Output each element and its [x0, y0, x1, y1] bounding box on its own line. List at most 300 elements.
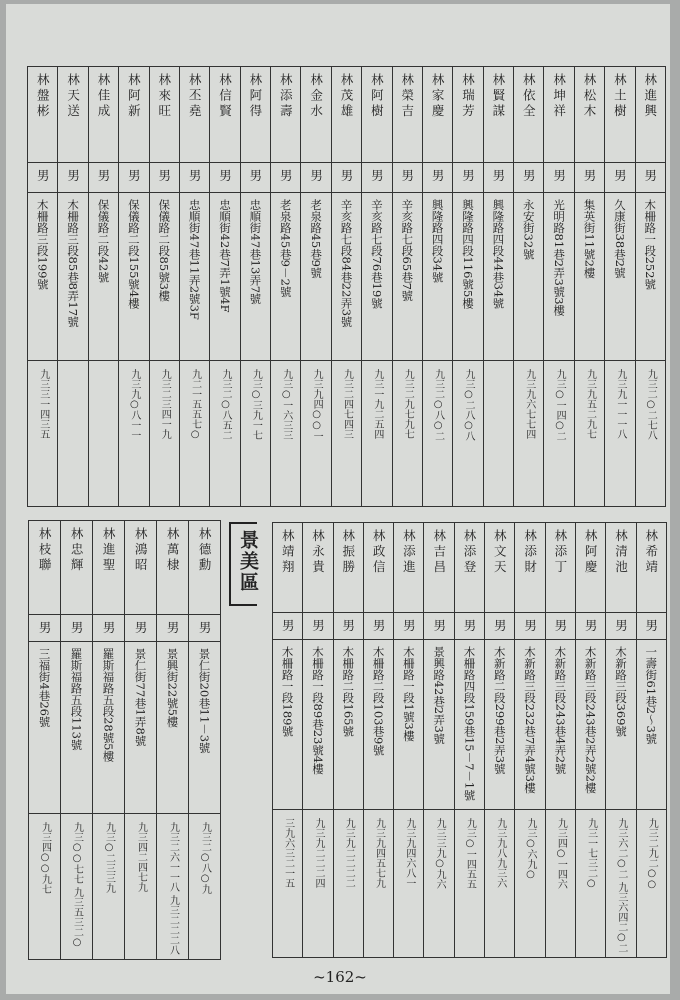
entry-name: 林靖翔	[280, 529, 296, 576]
entry-phone: 三九六三二一五	[282, 817, 294, 888]
entry-cell-address	[29, 641, 61, 813]
entry-cell-name	[189, 521, 221, 615]
entry-address: 興隆路四段34號	[430, 199, 445, 283]
entry-cell-name	[424, 523, 454, 613]
entry-gender: 男	[642, 169, 658, 185]
entry-cell-name	[149, 67, 179, 163]
entry-cell-name	[574, 67, 604, 163]
entry-gender: 男	[552, 619, 568, 635]
entry-cell-name	[29, 521, 61, 615]
entry-phone: 九二一五五七○	[189, 369, 201, 440]
entry-cell-phone	[93, 813, 125, 959]
entry-phone: 九三二○八○九	[199, 821, 211, 894]
entry-cell-gender	[392, 163, 422, 193]
entry-cell-gender	[424, 613, 454, 640]
entry-address: 羅斯福路五段28號5樓	[101, 647, 116, 762]
entry-gender: 男	[217, 169, 233, 185]
entry-cell-gender	[61, 615, 93, 642]
entry-address: 興隆路四段116號5樓	[460, 199, 475, 309]
entry-phone: 九三四○一四六	[555, 817, 567, 889]
entry-address: 木柵路一段1號3樓	[401, 645, 416, 741]
entry-cell-gender	[303, 613, 333, 640]
entry-cell-gender	[273, 613, 303, 640]
entry-gender: 男	[280, 619, 296, 635]
entry-cell-phone	[119, 361, 149, 507]
entry-cell-phone	[545, 809, 575, 957]
entry-phone: 九三九二二二二	[343, 817, 355, 888]
entry-cell-address	[303, 639, 333, 809]
entry-cell-address	[210, 193, 240, 361]
entry-phone: 九三○一四五五	[464, 817, 476, 889]
entry-cell-gender	[483, 163, 513, 193]
entry-address: 忠順街47巷11弄2號3F	[187, 199, 202, 320]
entry-cell-address	[454, 639, 484, 809]
entry-name: 林丕堯	[187, 73, 203, 120]
entry-cell-phone	[575, 809, 605, 957]
entry-address: 集英街11號2樓	[582, 199, 597, 279]
entry-gender: 男	[247, 169, 263, 185]
entry-phone: 九三四○○九七	[39, 821, 51, 894]
entry-cell-address	[574, 193, 604, 361]
entry-name: 林盤彬	[35, 73, 51, 120]
entry-cell-name	[331, 67, 361, 163]
entry-address: 羅斯福路五段113號	[69, 647, 84, 750]
entry-cell-phone	[29, 813, 61, 959]
entry-address: 永安街32號	[521, 199, 536, 260]
entry-cell-address	[189, 641, 221, 813]
entry-cell-address	[636, 639, 666, 809]
entry-cell-name	[483, 67, 513, 163]
entry-name: 林添財	[522, 529, 538, 576]
entry-cell-gender	[29, 615, 61, 642]
entry-cell-phone	[605, 361, 635, 507]
entry-address: 木柵路二段103巷9號	[371, 645, 386, 756]
entry-cell-phone	[189, 813, 221, 959]
entry-name: 林阿得	[247, 73, 263, 120]
entry-cell-gender	[333, 613, 363, 640]
entry-cell-name	[606, 523, 636, 613]
entry-gender: 男	[69, 621, 85, 637]
entry-cell-address	[271, 193, 301, 361]
entry-cell-gender	[545, 613, 575, 640]
entry-cell-name	[58, 67, 88, 163]
entry-address: 保儀路二段155號4樓	[126, 199, 141, 309]
entry-phone: 九三二○二七八	[645, 369, 657, 440]
entry-name: 林家慶	[430, 73, 446, 120]
entry-name: 林阿樹	[369, 73, 385, 120]
entry-name: 林枝聯	[37, 527, 53, 574]
entry-name: 林進興	[642, 73, 658, 120]
entry-phone: 九三九五二九七	[584, 369, 596, 439]
entry-cell-gender	[210, 163, 240, 193]
entry-cell-name	[362, 67, 392, 163]
entry-cell-name	[545, 523, 575, 613]
entry-cell-name	[485, 523, 515, 613]
entry-cell-gender	[125, 615, 157, 642]
entry-cell-address	[61, 641, 93, 813]
entry-cell-gender	[93, 615, 125, 642]
entry-cell-phone	[157, 813, 189, 959]
entry-name: 林來旺	[156, 73, 172, 120]
entry-cell-address	[575, 639, 605, 809]
entry-phone: 九三九○八一一	[128, 369, 140, 440]
entry-cell-gender	[363, 613, 393, 640]
entry-gender: 男	[430, 169, 446, 185]
entry-address: 老泉路45巷9號	[309, 199, 324, 279]
entry-address: 景興路42巷2弄3號	[432, 645, 447, 744]
entry-cell-phone	[454, 809, 484, 957]
entry-address: 木柵路一段189號	[280, 645, 295, 737]
entry-cell-phone	[149, 361, 179, 507]
entry-cell-name	[61, 521, 93, 615]
entry-cell-address	[422, 193, 452, 361]
entry-address: 忠順街47巷13弄7號	[248, 199, 263, 305]
entry-phone: 九三○一六三三	[280, 369, 292, 440]
entry-cell-address	[483, 193, 513, 361]
entry-cell-gender	[240, 163, 270, 193]
entry-phone: 九三三九○九六	[434, 817, 446, 889]
entry-phone: 九三二九七九七	[402, 369, 414, 439]
entry-cell-address	[157, 641, 189, 813]
entry-cell-name	[635, 67, 665, 163]
entry-phone: 九三○二八○八	[462, 369, 474, 441]
entry-gender: 男	[156, 169, 172, 185]
entry-name: 林松木	[582, 73, 597, 120]
entry-cell-address	[149, 193, 179, 361]
entry-phone: 九三九二二二四	[312, 817, 324, 888]
entry-phone: 九三九四六八一	[403, 817, 415, 888]
entry-address: 興隆路四段44巷34號	[491, 199, 506, 309]
entry-gender: 男	[340, 619, 356, 635]
entry-cell-phone	[483, 361, 513, 507]
entry-cell-gender	[574, 163, 604, 193]
entry-cell-name	[605, 67, 635, 163]
entry-address: 木新路三段243巷4弄2號	[553, 645, 568, 775]
entry-cell-phone	[515, 809, 545, 957]
entry-address: 辛亥路七段76巷19號	[369, 199, 384, 309]
entry-cell-phone	[301, 361, 331, 507]
entry-cell-address	[544, 193, 574, 361]
entry-cell-gender	[454, 613, 484, 640]
entry-phone: 九三○一四○二	[554, 369, 566, 441]
entry-gender: 男	[521, 169, 537, 185]
entry-phone: 九三六二○二 九三六四二○二	[615, 817, 627, 953]
entry-gender: 男	[583, 619, 599, 635]
entry-name: 林鴻昭	[133, 527, 149, 574]
entry-address: 木新路三段232巷7弄4號3樓	[523, 645, 538, 793]
entry-cell-address	[273, 639, 303, 809]
entry-name: 林金水	[308, 73, 324, 120]
directory-table-bottom-left	[28, 520, 221, 960]
entry-name: 林添登	[461, 529, 477, 576]
entry-cell-name	[93, 521, 125, 615]
directory-table-bottom-right	[272, 522, 667, 958]
entry-gender: 男	[490, 169, 506, 185]
entry-cell-name	[544, 67, 574, 163]
entry-address: 保儀路二段85號3樓	[157, 199, 172, 302]
entry-cell-phone	[240, 361, 270, 507]
entry-gender: 男	[612, 169, 628, 185]
entry-cell-address	[362, 193, 392, 361]
entry-cell-address	[605, 193, 635, 361]
entry-name: 林阿慶	[583, 529, 599, 576]
entry-cell-address	[485, 639, 515, 809]
entry-cell-phone	[303, 809, 333, 957]
entry-cell-phone	[210, 361, 240, 507]
entry-cell-gender	[485, 613, 515, 640]
entry-address: 景仁街20巷11－3號	[197, 647, 212, 754]
entry-cell-name	[125, 521, 157, 615]
entry-cell-gender	[422, 163, 452, 193]
entry-cell-address	[125, 641, 157, 813]
entry-cell-phone	[574, 361, 604, 507]
entry-gender: 男	[399, 169, 415, 185]
entry-cell-address	[119, 193, 149, 361]
entry-address: 木柵路二段165號	[341, 645, 356, 737]
entry-name: 林文天	[492, 529, 508, 576]
entry-name: 林添丁	[552, 529, 568, 576]
entry-cell-address	[545, 639, 575, 809]
entry-phone: 九三二九二○○	[646, 817, 658, 890]
entry-cell-phone	[28, 361, 58, 507]
entry-name: 林忠輝	[69, 527, 85, 574]
entry-cell-name	[28, 67, 58, 163]
entry-cell-name	[157, 521, 189, 615]
entry-cell-address	[514, 193, 544, 361]
entry-cell-name	[575, 523, 605, 613]
entry-phone: 九三九八九三六	[494, 817, 506, 888]
entry-cell-address	[88, 193, 118, 361]
entry-cell-phone	[422, 361, 452, 507]
entry-phone: 九三四二四七九	[135, 821, 147, 892]
entry-address: 一壽街61巷2～3號	[644, 645, 659, 744]
entry-cell-name	[392, 67, 422, 163]
entry-cell-name	[363, 523, 393, 613]
entry-address: 木柵路三段85巷8弄17號	[66, 199, 81, 328]
entry-cell-address	[58, 193, 88, 361]
entry-cell-name	[303, 523, 333, 613]
entry-name: 林土樹	[612, 73, 628, 120]
entry-cell-name	[422, 67, 452, 163]
entry-cell-phone	[636, 809, 666, 957]
entry-cell-name	[454, 523, 484, 613]
entry-cell-phone	[363, 809, 393, 957]
entry-cell-phone	[544, 361, 574, 507]
entry-gender: 男	[582, 169, 597, 185]
entry-gender: 男	[96, 169, 111, 185]
entry-name: 林德勳	[197, 527, 213, 574]
entry-cell-phone	[61, 813, 93, 959]
entry-gender: 男	[339, 169, 354, 185]
entry-cell-address	[392, 193, 422, 361]
entry-phone: 九三二四七四三	[341, 369, 353, 439]
entry-cell-name	[119, 67, 149, 163]
directory-table-top	[27, 66, 666, 507]
entry-cell-address	[424, 639, 454, 809]
entry-cell-phone	[273, 809, 303, 957]
entry-address: 久康街38巷2號	[612, 199, 627, 279]
entry-name: 林吉昌	[431, 529, 447, 576]
entry-cell-address	[28, 193, 58, 361]
entry-address: 忠順街42巷7弄1號4F	[217, 199, 232, 313]
entry-cell-address	[333, 639, 363, 809]
entry-gender: 男	[401, 619, 417, 635]
entry-address: 光明路81巷2弄3號3樓	[552, 199, 567, 317]
entry-cell-phone	[331, 361, 361, 507]
entry-cell-address	[606, 639, 636, 809]
entry-cell-gender	[605, 163, 635, 193]
entry-cell-phone	[271, 361, 301, 507]
entry-name: 林萬棣	[165, 527, 181, 574]
entry-address: 保儀路二段42號	[96, 199, 111, 283]
entry-name: 林茂雄	[339, 73, 354, 120]
entry-cell-name	[88, 67, 118, 163]
entry-address: 辛亥路七段84巷22弄3號	[339, 199, 354, 328]
entry-phone: 九三九六七七四	[523, 369, 535, 439]
entry-address: 木新路二段299巷2弄3號	[492, 645, 507, 775]
entry-gender: 男	[308, 169, 324, 185]
entry-name: 林賢謀	[490, 73, 506, 120]
entry-cell-address	[515, 639, 545, 809]
entry-gender: 男	[460, 169, 476, 185]
entry-cell-phone	[179, 361, 209, 507]
entry-cell-name	[515, 523, 545, 613]
entry-cell-gender	[635, 163, 665, 193]
entry-name: 林振勝	[340, 529, 356, 576]
entry-address: 木新路三段369號	[613, 645, 628, 737]
entry-address: 木新路三段243巷2弄2號2樓	[583, 645, 598, 793]
entry-cell-gender	[271, 163, 301, 193]
entry-gender: 男	[278, 169, 294, 185]
entry-name: 林永貴	[310, 529, 326, 576]
entry-cell-address	[635, 193, 665, 361]
entry-cell-name	[333, 523, 363, 613]
entry-cell-gender	[331, 163, 361, 193]
entry-cell-address	[331, 193, 361, 361]
entry-cell-address	[93, 641, 125, 813]
entry-cell-phone	[394, 809, 424, 957]
entry-cell-gender	[362, 163, 392, 193]
entry-phone: 九三○六九○	[525, 817, 537, 880]
entry-address: 木柵路三段199號	[35, 199, 50, 290]
entry-gender: 男	[551, 169, 567, 185]
entry-address: 景興街22號5樓	[165, 647, 180, 727]
entry-cell-name	[301, 67, 331, 163]
entry-gender: 男	[197, 621, 213, 637]
entry-phone: 九三九四五七九	[373, 817, 385, 888]
entry-cell-phone	[392, 361, 422, 507]
entry-gender: 男	[369, 169, 385, 185]
entry-cell-phone	[362, 361, 392, 507]
entry-cell-gender	[58, 163, 88, 193]
entry-name: 林天送	[65, 73, 81, 120]
entry-name: 林坤祥	[551, 73, 567, 120]
page-number: ~162~	[313, 968, 367, 986]
entry-cell-name	[271, 67, 301, 163]
entry-cell-gender	[514, 163, 544, 193]
entry-cell-address	[301, 193, 331, 361]
entry-cell-name	[273, 523, 303, 613]
entry-phone: 九三○○七七 九三五三二○	[71, 821, 83, 948]
entry-name: 林阿新	[126, 73, 142, 120]
entry-cell-phone	[58, 361, 88, 507]
entry-cell-address	[363, 639, 393, 809]
entry-gender: 男	[613, 619, 629, 635]
entry-gender: 男	[126, 169, 142, 185]
entry-gender: 男	[37, 621, 53, 637]
entry-name: 林瑞芳	[460, 73, 476, 120]
entry-cell-phone	[606, 809, 636, 957]
entry-phone: 九三九四○○一	[311, 369, 323, 441]
entry-cell-gender	[544, 163, 574, 193]
entry-phone: 九三二三四一九	[159, 369, 171, 439]
entry-name: 林榮吉	[399, 73, 415, 120]
entry-name: 林添進	[401, 529, 417, 576]
entry-cell-phone	[485, 809, 515, 957]
entry-cell-gender	[179, 163, 209, 193]
entry-cell-name	[453, 67, 483, 163]
entry-cell-gender	[88, 163, 118, 193]
entry-cell-name	[240, 67, 270, 163]
entry-name: 林政信	[371, 529, 387, 576]
entry-gender: 男	[101, 621, 117, 637]
entry-cell-gender	[28, 163, 58, 193]
entry-phone: 九三二○八五二	[219, 369, 231, 440]
entry-name: 林希靖	[643, 529, 659, 576]
entry-gender: 男	[35, 169, 51, 185]
entry-gender: 男	[431, 619, 447, 635]
entry-phone: 九三○三九一七	[250, 369, 262, 440]
entry-address: 老泉路45巷9－2號	[278, 199, 293, 298]
entry-cell-gender	[149, 163, 179, 193]
entry-name: 林添壽	[278, 73, 294, 120]
entry-cell-name	[636, 523, 666, 613]
entry-gender: 男	[371, 619, 387, 635]
entry-cell-name	[179, 67, 209, 163]
entry-address: 辛亥路七段65巷7號	[400, 199, 415, 302]
entry-gender: 男	[310, 619, 326, 635]
entry-gender: 男	[492, 619, 508, 635]
entry-address: 木柵路四段159巷15－7－1號	[462, 645, 477, 801]
entry-cell-phone	[88, 361, 118, 507]
entry-cell-gender	[394, 613, 424, 640]
district-heading-text: 景美區	[237, 530, 259, 593]
entry-gender: 男	[461, 619, 477, 635]
entry-gender: 男	[165, 621, 181, 637]
entry-address: 木柵路一段252號	[643, 199, 658, 290]
entry-gender: 男	[643, 619, 659, 635]
entry-cell-phone	[635, 361, 665, 507]
entry-name: 林佳成	[96, 73, 111, 120]
entry-name: 林進聖	[101, 527, 117, 574]
entry-cell-address	[179, 193, 209, 361]
entry-cell-gender	[189, 615, 221, 642]
entry-gender: 男	[187, 169, 203, 185]
entry-cell-gender	[606, 613, 636, 640]
entry-cell-name	[514, 67, 544, 163]
entry-phone: 九三一九二五四	[371, 369, 383, 439]
entry-cell-name	[210, 67, 240, 163]
entry-cell-phone	[514, 361, 544, 507]
entry-gender: 男	[133, 621, 149, 637]
entry-cell-phone	[333, 809, 363, 957]
entry-phone: 九三○二三三九	[103, 821, 115, 893]
entry-cell-address	[240, 193, 270, 361]
entry-phone: 九三九一一一八	[614, 369, 626, 439]
entry-cell-phone	[424, 809, 454, 957]
entry-phone: 九三一七三二○	[585, 817, 597, 889]
entry-name: 林清池	[613, 529, 629, 576]
